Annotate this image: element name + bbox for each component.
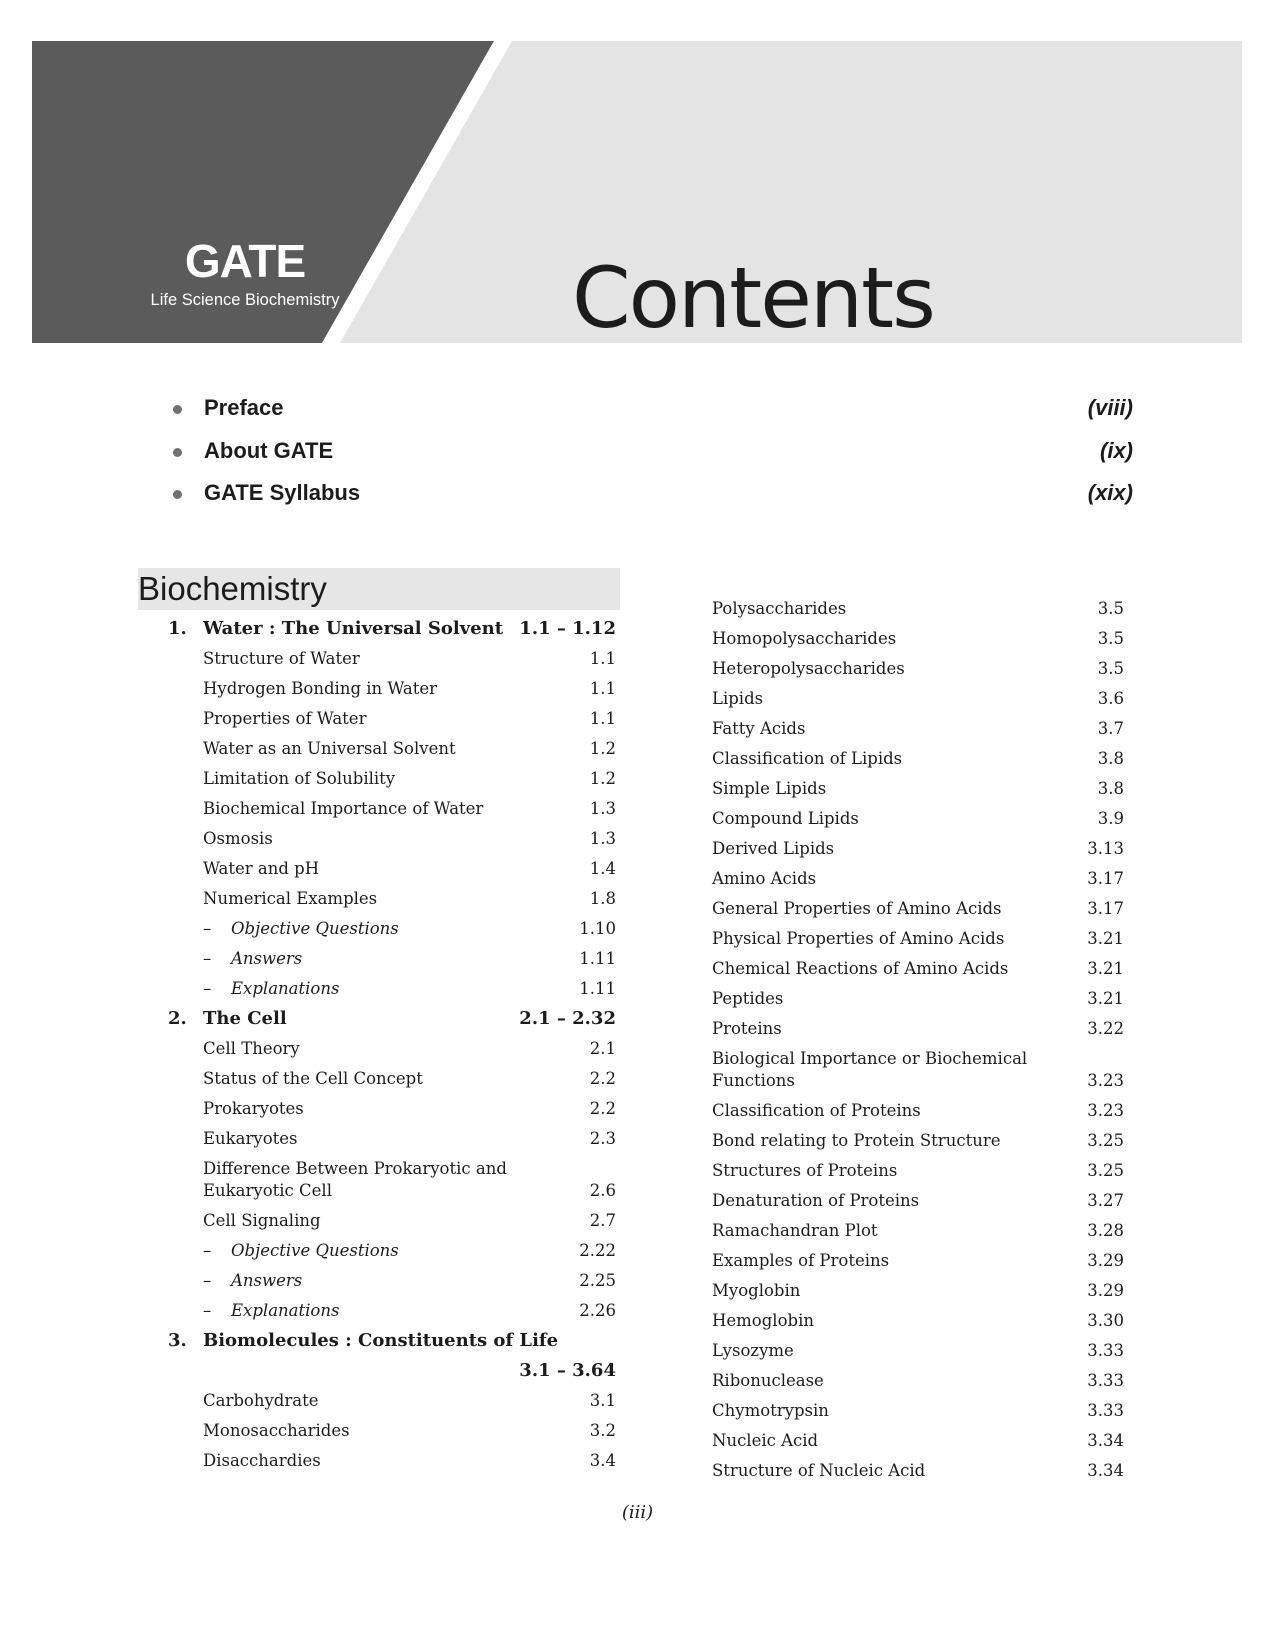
toc-entry-page: 2.6 <box>589 1181 616 1200</box>
toc-entry-page: 3.2 <box>589 1421 616 1440</box>
chapter-range-row <box>138 1356 620 1386</box>
toc-entry[interactable] <box>712 624 1128 654</box>
toc-entry-title: Water as an Universal Solvent <box>203 739 456 758</box>
toc-entry[interactable] <box>712 864 1128 894</box>
front-matter-list <box>173 397 1133 525</box>
toc-entry-page: 1.1 <box>589 709 616 728</box>
toc-entry-page: 2.2 <box>589 1069 616 1088</box>
toc-entry-page: 3.7 <box>1097 719 1124 738</box>
toc-entry-page: 1.2 <box>589 739 616 758</box>
toc-entry-page: 1.11 <box>579 979 616 998</box>
chapter-heading[interactable] <box>138 1326 620 1356</box>
toc-entry[interactable] <box>138 734 620 764</box>
toc-entry-page: 3.34 <box>1087 1431 1124 1450</box>
toc-entry-page: 3.30 <box>1087 1311 1124 1330</box>
brand-logo <box>145 235 345 310</box>
toc-entry-page: 3.21 <box>1087 989 1124 1008</box>
toc-entry-page: 3.33 <box>1087 1371 1124 1390</box>
toc-entry[interactable] <box>138 1064 620 1094</box>
toc-entry[interactable] <box>712 804 1128 834</box>
toc-entry-page: 3.8 <box>1097 749 1124 768</box>
brand-gate: GATE <box>184 235 306 287</box>
toc-entry[interactable] <box>712 1456 1128 1486</box>
toc-entry-page: 1.1 <box>589 649 616 668</box>
toc-entry-page: 3.5 <box>1097 629 1124 648</box>
toc-entry-title: Structure of Nucleic Acid <box>712 1461 926 1480</box>
toc-entry[interactable] <box>712 1096 1128 1126</box>
toc-entry[interactable] <box>138 1124 620 1154</box>
toc-entry[interactable] <box>712 924 1128 954</box>
toc-entry-page: 2.3 <box>589 1129 616 1148</box>
toc-entry-page: 3.29 <box>1087 1251 1124 1270</box>
chapter-range: 1.1 – 1.12 <box>519 618 616 639</box>
toc-entry[interactable] <box>138 1386 620 1416</box>
chapter-number: 3. <box>168 1330 187 1351</box>
toc-entry[interactable] <box>712 954 1128 984</box>
toc-entry-page: 3.21 <box>1087 929 1124 948</box>
toc-entry-title: Myoglobin <box>712 1281 801 1300</box>
toc-entry-page: 1.1 <box>589 679 616 698</box>
toc-entry[interactable] <box>712 1014 1128 1044</box>
toc-entry-title: Lipids <box>712 689 764 708</box>
toc-entry[interactable] <box>138 1206 620 1236</box>
front-matter-item[interactable] <box>173 397 1133 440</box>
chapter-range: 2.1 – 2.32 <box>519 1008 616 1029</box>
toc-entry-title: Disacchardies <box>203 1451 321 1470</box>
toc-entry-page: 3.28 <box>1087 1221 1124 1240</box>
toc-subentry[interactable] <box>138 1296 620 1326</box>
toc-entry-page: 3.29 <box>1087 1281 1124 1300</box>
front-matter-page: (xix) <box>1087 480 1133 505</box>
toc-entry-page: 2.22 <box>579 1241 616 1260</box>
toc-entry-title: Answers <box>231 1271 303 1290</box>
toc-entry-title: Hydrogen Bonding in Water <box>203 679 438 698</box>
chapter-number: 1. <box>168 618 187 639</box>
chapter-title: Water : The Universal Solvent <box>203 618 504 639</box>
toc-left-column <box>138 614 620 1476</box>
toc-entry-title: Bond relating to Protein Structure <box>712 1131 1001 1150</box>
toc-entry-title: Biochemical Importance of Water <box>203 799 484 818</box>
toc-entry[interactable] <box>138 794 620 824</box>
toc-entry-title: Properties of Water <box>203 709 367 728</box>
toc-entry-page: 3.17 <box>1087 869 1124 888</box>
toc-entry[interactable] <box>712 1186 1128 1216</box>
toc-subentry[interactable] <box>138 944 620 974</box>
toc-entry-page: 3.9 <box>1097 809 1124 828</box>
toc-entry-title: Prokaryotes <box>203 1099 304 1118</box>
toc-entry[interactable] <box>712 594 1128 624</box>
toc-entry-page: 2.2 <box>589 1099 616 1118</box>
toc-entry-page: 1.3 <box>589 799 616 818</box>
toc-entry[interactable] <box>712 684 1128 714</box>
toc-entry[interactable] <box>712 714 1128 744</box>
chapter-heading[interactable] <box>138 1004 620 1034</box>
toc-entry-title: Limitation of Solubility <box>203 769 396 788</box>
toc-entry-page: 1.11 <box>579 949 616 968</box>
dash-marker: – <box>203 1271 212 1290</box>
toc-entry-title: Denaturation of Proteins <box>712 1191 920 1210</box>
toc-entry[interactable] <box>138 764 620 794</box>
toc-entry[interactable] <box>712 774 1128 804</box>
chapter-heading[interactable] <box>138 614 620 644</box>
toc-subentry[interactable] <box>138 974 620 1004</box>
toc-entry-title: Amino Acids <box>712 869 817 888</box>
toc-entry-page: 3.33 <box>1087 1401 1124 1420</box>
toc-entry-page: 3.33 <box>1087 1341 1124 1360</box>
toc-entry-page: 3.17 <box>1087 899 1124 918</box>
toc-entry-title: Difference Between Prokaryotic and Eukaryotic Cell <box>203 1159 507 1200</box>
front-matter-title: GATE Syllabus <box>204 480 361 505</box>
toc-entry[interactable] <box>712 654 1128 684</box>
chapter-number: 2. <box>168 1008 187 1029</box>
toc-entry-page: 3.13 <box>1087 839 1124 858</box>
toc-entry[interactable] <box>712 1044 1128 1096</box>
toc-entry-page: 3.1 <box>589 1391 616 1410</box>
toc-entry-title: Explanations <box>231 1301 340 1320</box>
toc-entry-title: Monosaccharides <box>203 1421 350 1440</box>
toc-entry-page: 1.4 <box>589 859 616 878</box>
toc-entry[interactable] <box>712 894 1128 924</box>
toc-entry-title: Compound Lipids <box>712 809 859 828</box>
toc-entry-title: Peptides <box>712 989 784 1008</box>
toc-entry-title: Derived Lipids <box>712 839 835 858</box>
toc-entry-title: Structure of Water <box>203 649 360 668</box>
toc-entry-page: 3.6 <box>1097 689 1124 708</box>
toc-entry[interactable] <box>712 984 1128 1014</box>
front-matter-title: Preface <box>204 395 284 420</box>
toc-entry-title: Fatty Acids <box>712 719 806 738</box>
toc-entry-title: Classification of Proteins <box>712 1101 921 1120</box>
toc-entry[interactable] <box>138 1446 620 1476</box>
toc-entry-page: 3.22 <box>1087 1019 1124 1038</box>
toc-entry[interactable] <box>712 1306 1128 1336</box>
chapter-title: The Cell <box>203 1008 287 1029</box>
brand-subtitle: Life Science Biochemistry <box>150 291 340 309</box>
toc-entry[interactable] <box>712 1126 1128 1156</box>
toc-entry-title: Objective Questions <box>231 919 399 938</box>
toc-entry-title: Chemical Reactions of Amino Acids <box>712 959 1009 978</box>
toc-entry-title: Polysaccharides <box>712 599 847 618</box>
toc-entry-title: Physical Properties of Amino Acids <box>712 929 1005 948</box>
bullet-icon <box>173 490 182 499</box>
toc-entry-title: General Properties of Amino Acids <box>712 899 1002 918</box>
toc-entry-page: 1.10 <box>579 919 616 938</box>
toc-entry[interactable] <box>138 824 620 854</box>
chapter-range: 3.1 – 3.64 <box>519 1360 616 1381</box>
front-matter-item[interactable] <box>173 437 1133 483</box>
toc-entry[interactable] <box>712 1366 1128 1396</box>
toc-entry[interactable] <box>138 704 620 734</box>
toc-entry[interactable] <box>712 1426 1128 1456</box>
toc-entry-page: 1.2 <box>589 769 616 788</box>
front-matter-page: (ix) <box>1100 437 1133 463</box>
toc-entry-title: Examples of Proteins <box>712 1251 890 1270</box>
dash-marker: – <box>203 1301 212 1320</box>
toc-entry-title: Osmosis <box>203 829 273 848</box>
toc-entry-title: Biological Importance or Biochemical Functions <box>712 1049 1028 1090</box>
toc-entry[interactable] <box>138 1416 620 1446</box>
dash-marker: – <box>203 919 212 938</box>
toc-entry-page: 2.7 <box>589 1211 616 1230</box>
toc-entry[interactable] <box>712 1396 1128 1426</box>
toc-entry[interactable] <box>712 1246 1128 1276</box>
section-header: Biochemistry <box>138 568 620 610</box>
page-title: Contents <box>572 249 934 347</box>
toc-entry-title: Cell Theory <box>203 1039 300 1058</box>
toc-entry-page: 3.23 <box>1087 1101 1124 1120</box>
toc-entry-page: 1.8 <box>589 889 616 908</box>
toc-entry-title: Homopolysaccharides <box>712 629 897 648</box>
toc-subentry[interactable] <box>138 914 620 944</box>
toc-entry-title: Nucleic Acid <box>712 1431 819 1450</box>
toc-entry-title: Classification of Lipids <box>712 749 903 768</box>
chapter-title: Biomolecules : Constituents of Life <box>203 1330 559 1351</box>
toc-entry[interactable] <box>138 854 620 884</box>
toc-subentry[interactable] <box>138 1266 620 1296</box>
toc-entry-title: Simple Lipids <box>712 779 827 798</box>
dash-marker: – <box>203 949 212 968</box>
toc-entry-title: Ribonuclease <box>712 1371 824 1390</box>
toc-entry-title: Numerical Examples <box>203 889 378 908</box>
toc-entry-title: Carbohydrate <box>203 1391 319 1410</box>
toc-entry-title: Heteropolysaccharides <box>712 659 905 678</box>
toc-entry-title: Answers <box>231 949 303 968</box>
toc-entry-title: Explanations <box>231 979 340 998</box>
toc-entry-page: 3.27 <box>1087 1191 1124 1210</box>
toc-entry[interactable] <box>138 674 620 704</box>
front-matter-title: About GATE <box>204 437 334 463</box>
toc-entry-page: 3.4 <box>589 1451 616 1470</box>
toc-entry-page: 2.26 <box>579 1301 616 1320</box>
toc-entry[interactable] <box>138 1034 620 1064</box>
toc-entry[interactable] <box>138 1094 620 1124</box>
toc-entry[interactable] <box>712 834 1128 864</box>
toc-entry-title: Lysozyme <box>712 1341 794 1360</box>
toc-entry-page: 3.21 <box>1087 959 1124 978</box>
toc-entry[interactable] <box>138 884 620 914</box>
toc-entry-page: 1.3 <box>589 829 616 848</box>
page-folio: (iii) <box>621 1502 654 1523</box>
toc-entry-title: Proteins <box>712 1019 782 1038</box>
toc-entry-title: Ramachandran Plot <box>712 1221 878 1240</box>
toc-entry-page: 3.34 <box>1087 1461 1124 1480</box>
toc-entry-page: 3.5 <box>1097 659 1124 678</box>
toc-subentry[interactable] <box>138 1236 620 1266</box>
toc-entry-page: 3.8 <box>1097 779 1124 798</box>
toc-entry-title: Structures of Proteins <box>712 1161 898 1180</box>
toc-entry-title: Hemoglobin <box>712 1311 814 1330</box>
toc-entry-title: Chymotrypsin <box>712 1401 829 1420</box>
bullet-icon <box>173 405 182 414</box>
toc-entry-page: 3.25 <box>1087 1131 1124 1150</box>
front-matter-item[interactable] <box>173 482 1133 525</box>
dash-marker: – <box>203 1241 212 1260</box>
toc-entry[interactable] <box>712 744 1128 774</box>
toc-entry-title: Water and pH <box>203 859 320 878</box>
toc-entry[interactable] <box>712 1156 1128 1186</box>
toc-entry[interactable] <box>712 1276 1128 1306</box>
toc-entry[interactable] <box>138 1154 620 1206</box>
toc-entry-page: 3.5 <box>1097 599 1124 618</box>
toc-entry[interactable] <box>138 644 620 674</box>
toc-entry-page: 2.1 <box>589 1039 616 1058</box>
toc-right-column <box>712 594 1128 1486</box>
toc-entry-page: 3.25 <box>1087 1161 1124 1180</box>
toc-entry-title: Status of the Cell Concept <box>203 1069 423 1088</box>
toc-entry-title: Objective Questions <box>231 1241 399 1260</box>
toc-entry[interactable] <box>712 1336 1128 1366</box>
toc-entry[interactable] <box>712 1216 1128 1246</box>
dash-marker: – <box>203 979 212 998</box>
toc-entry-page: 3.23 <box>1087 1071 1124 1090</box>
toc-entry-title: Cell Signaling <box>203 1211 321 1230</box>
toc-entry-title: Eukaryotes <box>203 1129 298 1148</box>
toc-entry-page: 2.25 <box>579 1271 616 1290</box>
front-matter-page: (viii) <box>1087 395 1133 420</box>
bullet-icon <box>173 448 182 457</box>
